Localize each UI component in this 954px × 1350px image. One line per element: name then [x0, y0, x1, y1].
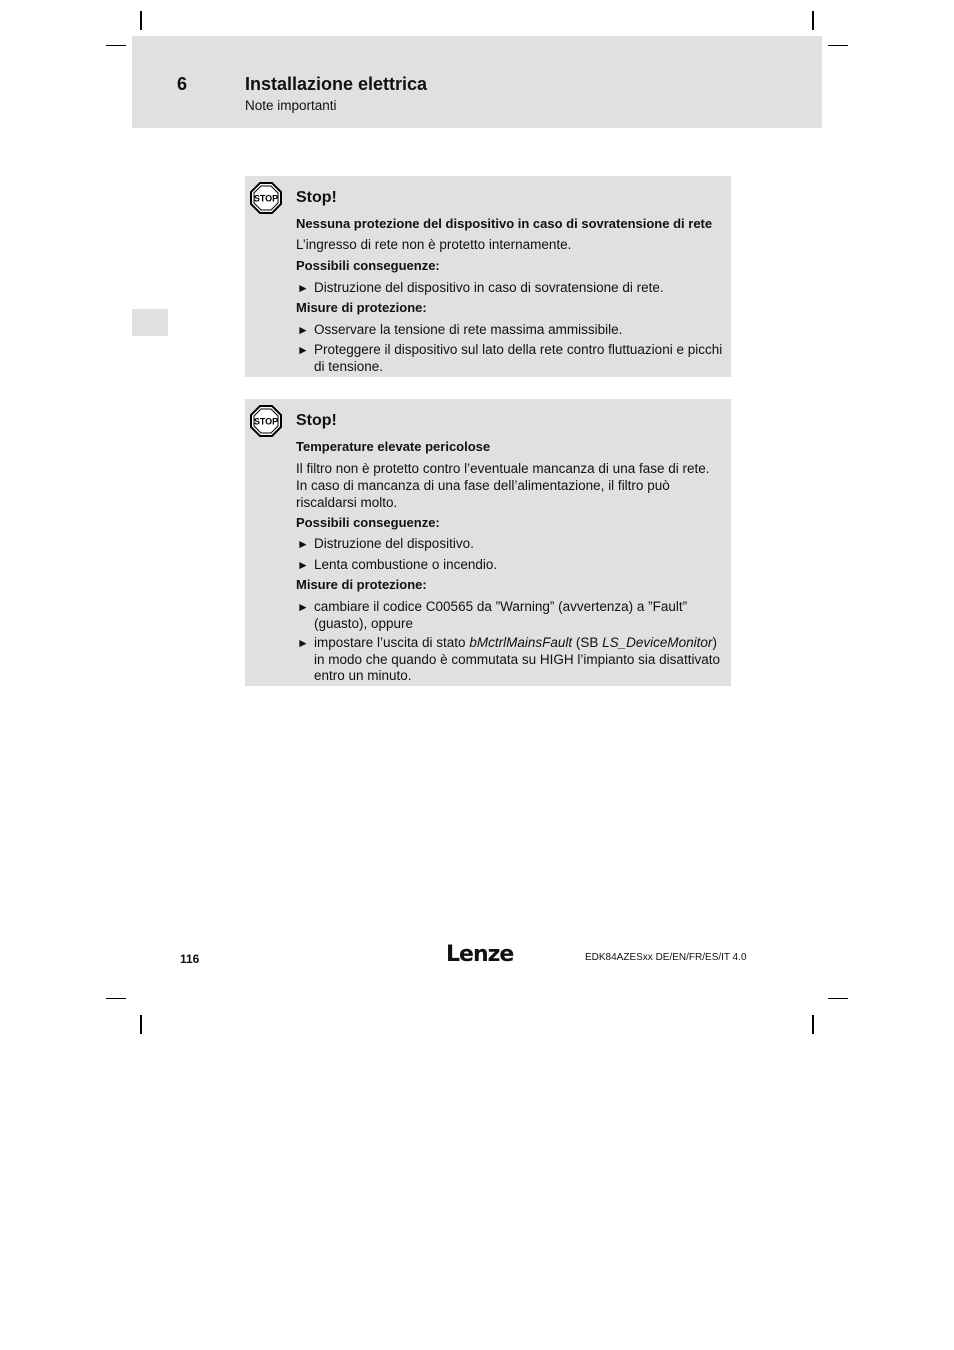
document-code: EDK84AZESxx DE/EN/FR/ES/IT 4.0 — [585, 952, 747, 963]
crop-mark — [812, 11, 814, 30]
chapter-number: 6 — [177, 74, 188, 94]
stop-notice — [245, 176, 731, 377]
list-item: ► impostare l’uscita di stato bMctrlMainsFault (SB LS_DeviceMonitor) in modo che quando è commutata su HIGH l’impianto sia disattivato entro un minuto. — [297, 635, 720, 683]
bullet-arrow-icon: ► — [297, 537, 309, 551]
page-header — [132, 36, 822, 128]
list-item: ► Distruzione del dispositivo in caso di sovratensione di rete. — [297, 280, 664, 295]
notice-title: Stop! — [296, 189, 337, 206]
crop-mark — [812, 1015, 814, 1034]
page-number: 116 — [180, 952, 200, 966]
measures-label: Misure di protezione: — [296, 577, 427, 592]
list-item: ► Osservare la tensione di rete massima ammissibile. — [297, 322, 623, 337]
bullet-arrow-icon: ► — [297, 323, 309, 337]
crop-mark — [828, 998, 848, 999]
list-item: ► Distruzione del dispositivo. — [297, 536, 474, 551]
crop-mark — [106, 45, 126, 46]
crop-mark — [106, 998, 126, 999]
notice-title: Stop! — [296, 412, 337, 429]
bullet-arrow-icon: ► — [297, 281, 309, 295]
list-item: ► Proteggere il dispositivo sul lato della rete contro fluttuazioni e picchi di tensione. — [297, 342, 723, 374]
notice-description: Il filtro non è protetto contro l’eventuale mancanza di una fase di rete. In caso di mancanza di una fase dell’alimentazione, il filtro può riscaldarsi molto. — [296, 461, 710, 510]
svg-text:STOP: STOP — [253, 193, 279, 204]
measures-label: Misure di protezione: — [296, 300, 427, 315]
stop-icon — [250, 405, 282, 437]
consequences-label: Possibili conseguenze: — [296, 258, 440, 273]
bullet-arrow-icon: ► — [297, 600, 309, 614]
stop-icon — [250, 182, 282, 214]
bullet-arrow-icon: ► — [297, 558, 309, 572]
stop-notice — [245, 399, 731, 686]
lenze-logo: Lenze — [446, 942, 514, 967]
bullet-arrow-icon: ► — [297, 343, 309, 357]
crop-mark — [140, 11, 142, 30]
bullet-arrow-icon: ► — [297, 636, 309, 650]
notice-heading: Temperature elevate pericolose — [296, 439, 491, 454]
consequences-label: Possibili conseguenze: — [296, 515, 440, 530]
svg-text:STOP: STOP — [253, 416, 279, 427]
list-item: ► Lenta combustione o incendio. — [297, 557, 498, 572]
list-item: ► cambiare il codice C00565 da ”Warning” (avvertenza) a ”Fault” (guasto), oppure — [297, 599, 688, 631]
chapter-title: Installazione elettrica — [245, 74, 428, 94]
notice-heading: Nessuna protezione del dispositivo in caso di sovratensione di rete — [296, 216, 713, 231]
crop-mark — [828, 45, 848, 46]
crop-mark — [140, 1015, 142, 1034]
notice-description: L’ingresso di rete non è protetto internamente. — [296, 237, 572, 252]
section-title: Note importanti — [245, 98, 337, 113]
side-tab-marker — [132, 309, 168, 336]
